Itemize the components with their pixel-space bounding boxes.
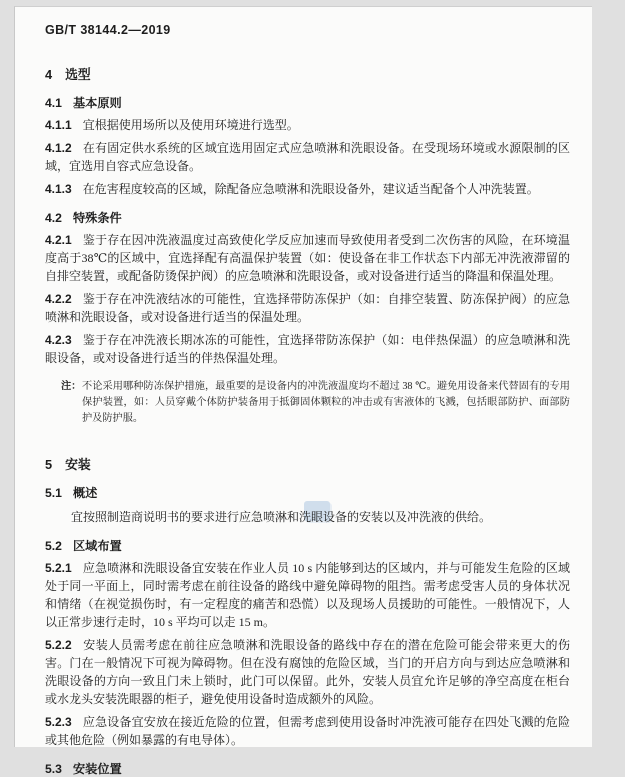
standard-number-header: GB/T 38144.2—2019 <box>45 23 171 37</box>
clause-5-2-1 <box>45 559 570 631</box>
clause-number: 4.2.1 <box>45 233 72 247</box>
page-content <box>15 7 592 777</box>
section-heading-5-3 <box>45 762 570 777</box>
clause-4-2-1 <box>45 231 570 285</box>
clause-number: 4.1.1 <box>45 118 72 132</box>
clause-text: 鉴于存在冲洗液结冰的可能性，宜选择带防冻保护（如：自排空装置、防冻保护阀）的应急喷淋和洗眼设备，或对设备进行适当的保温处理。 <box>45 292 570 324</box>
clause-text: 在危害程度较高的区域，除配备应急喷淋和洗眼设备外，建议适当配备个人冲洗装置。 <box>82 182 539 196</box>
section-title: 特殊条件 <box>72 211 122 225</box>
clause-number: 5.2.1 <box>45 561 72 575</box>
section-title: 概述 <box>72 486 98 500</box>
chapter-title: 安装 <box>65 457 91 472</box>
section-heading-4-1 <box>45 96 570 111</box>
clause-text: 宜根据使用场所以及使用环境进行选型。 <box>82 118 299 132</box>
section-number: 5.3 <box>45 762 62 776</box>
clause-number: 5.2.2 <box>45 638 72 652</box>
clause-5-2-2 <box>45 636 570 708</box>
clause-text: 鉴于存在因冲洗液温度过高致使化学反应加速而导致使用者受到二次伤害的风险，在环境温度高于38℃的区域中，宜选择配有高温保护装置（如：使设备在非工作状态下内部无冲洗液滞留的自排空装置，或配备防烫保护阀）的应急喷淋和洗眼设备，或对设备进行适当的降温和保温处理。 <box>45 233 570 283</box>
clause-4-1-3 <box>45 180 570 198</box>
clause-text: 应急设备宜安放在接近危险的位置，但需考虑到使用设备时冲洗液可能存在四处飞溅的危险或其他危险（例如暴露的有电导体）。 <box>45 715 570 747</box>
clause-text: 鉴于存在冲洗液长期冰冻的可能性，宜选择带防冻保护（如：电伴热保温）的应急喷淋和洗眼设备，或对设备进行适当的伴热保温处理。 <box>45 333 570 365</box>
clause-number: 4.1.3 <box>45 182 72 196</box>
chapter-heading-5 <box>45 457 570 473</box>
section-heading-4-2 <box>45 211 570 226</box>
clause-5-2-3 <box>45 713 570 749</box>
note-block <box>61 379 570 427</box>
section-number: 4.2 <box>45 211 62 225</box>
section-number: 4.1 <box>45 96 62 110</box>
clause-text: 安装人员需考虑在前往应急喷淋和洗眼设备的路线中存在的潜在危险可能会带来更大的伤害。门在一般情况下可视为障碍物。但在没有腐蚀的危险区域，当门的开启方向与到达应急喷淋和洗眼设备的方向一致且门未上锁时，此门可以保留。此外，安装人员宜允许足够的净空高度在柜台或水龙头安装洗眼器的柜子，避免使用设备时造成额外的风险。 <box>45 638 570 706</box>
clause-text: 在有固定供水系统的区域宜选用固定式应急喷淋和洗眼设备。在受现场环境或水源限制的区域，宜选用自容式应急设备。 <box>45 141 570 173</box>
document-page <box>14 6 592 776</box>
note-text: 不论采用哪种防冻保护措施，最重要的是设备内的冲洗液温度均不超过 38 ℃。避免用设备来代替固有的专用保护装置，如：人员穿戴个体防护装备用于抵御固体颗粒的冲击或有害液体的飞溅，包括眼部防护、面部防护及防护服。 <box>82 381 570 424</box>
note-label: 注： <box>61 381 82 392</box>
chapter-title: 选型 <box>65 67 91 82</box>
chapter-number: 5 <box>45 457 53 472</box>
section-title: 基本原则 <box>72 96 122 110</box>
clause-text: 应急喷淋和洗眼设备宜安装在作业人员 10 s 内能够到达的区域内，并与可能发生危险的区域处于同一平面上，同时需考虑在前往设备的路线中避免障碍物的阻挡。需考虑受害人员的身体状况和情绪（在视觉损伤时，有一定程度的痛苦和恐慌）以及现场人员援助的可能性。一般情况下，人以正常步速行走时，10 s 平均可以走 15 m。 <box>45 561 570 629</box>
section-title: 安装位置 <box>72 762 122 776</box>
section-title: 区域布置 <box>72 539 122 553</box>
clause-number: 4.1.2 <box>45 141 72 155</box>
section-heading-5-1 <box>45 486 570 501</box>
clause-4-1-2 <box>45 139 570 175</box>
clause-number: 4.2.2 <box>45 292 72 306</box>
clause-number: 4.2.3 <box>45 333 72 347</box>
chapter-number: 4 <box>45 67 53 82</box>
clause-4-2-3 <box>45 331 570 367</box>
paragraph-5-1: 宜按照制造商说明书的要求进行应急喷淋和洗眼设备的安装以及冲洗液的供给。 <box>71 510 492 524</box>
clause-4-1-1 <box>45 116 570 134</box>
section-number: 5.1 <box>45 486 62 500</box>
chapter-heading-4 <box>45 67 570 83</box>
section-number: 5.2 <box>45 539 62 553</box>
clause-number: 5.2.3 <box>45 715 72 729</box>
section-heading-5-2 <box>45 539 570 554</box>
clause-4-2-2 <box>45 290 570 326</box>
